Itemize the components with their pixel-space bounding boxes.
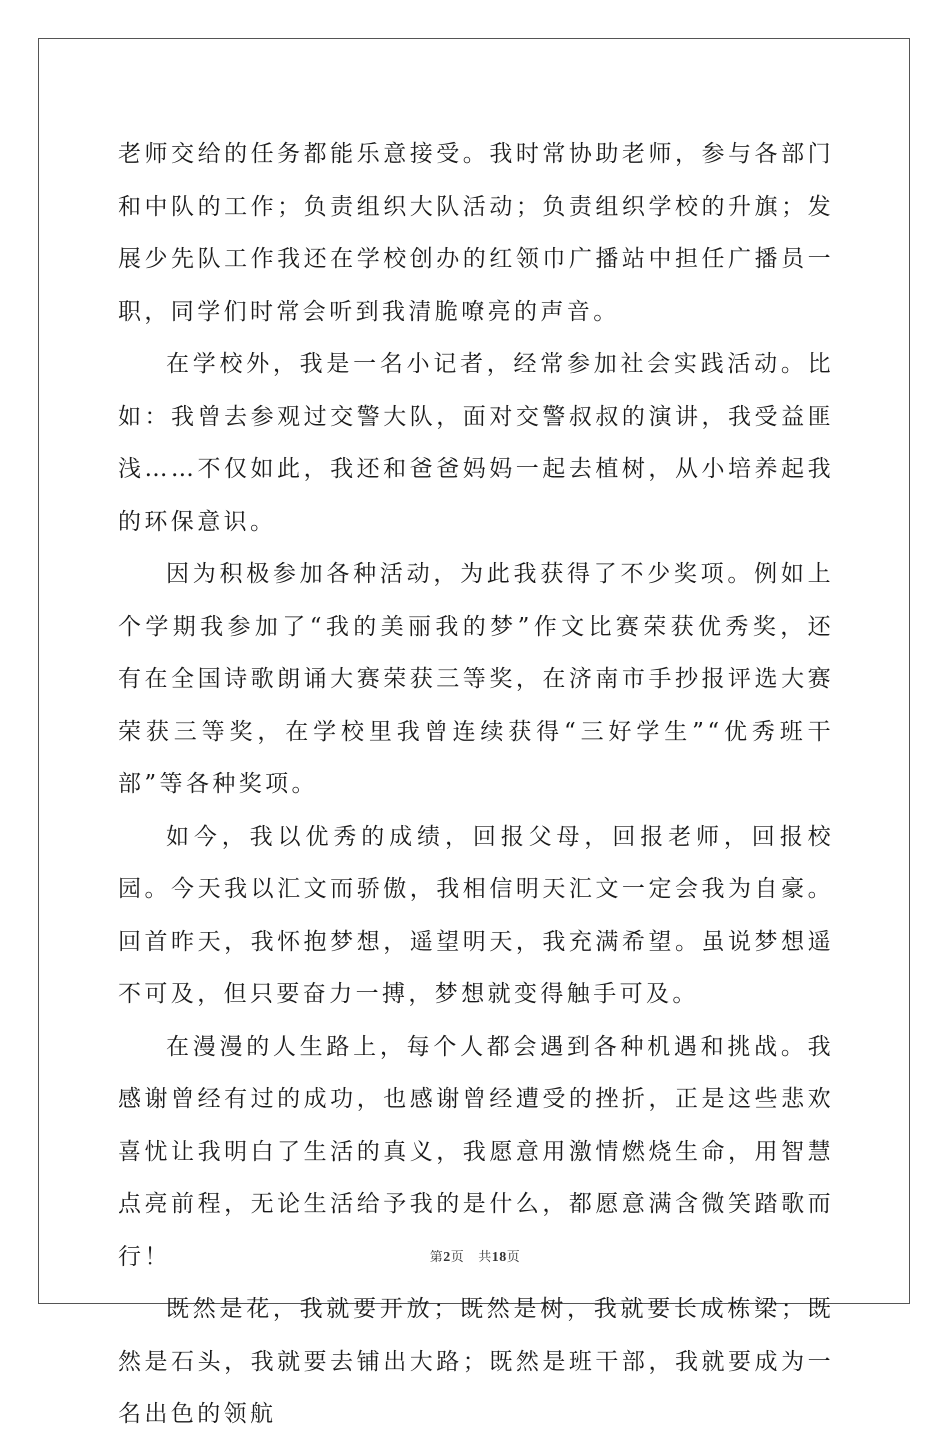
paragraph-1: 老师交给的任务都能乐意接受。我时常协助老师，参与各部门和中队的工作；负责组织大队活动；负责组织学校的升旗；发展少先队工作我还在学校创办的红领巾广播站中担任广播员一职，同学们时常会听到我清脆嘹亮的声音。 (118, 141, 834, 325)
page-number: 2 (443, 1250, 451, 1265)
paragraph-4: 如今，我以优秀的成绩，回报父母，回报老师，回报校园。今天我以汇文而骄傲，我相信明天汇文一定会我为自豪。回首昨天，我怀抱梦想，遥望明天，我充满希望。虽说梦想遥不可及，但只要奋力一搏，梦想就变得触手可及。 (118, 823, 834, 1007)
page-footer (0, 1246, 950, 1266)
page-prefix: 第 (429, 1250, 444, 1265)
total-suffix: 页 (506, 1250, 521, 1265)
paragraph-2: 在学校外，我是一名小记者，经常参加社会实践活动。比如：我曾去参观过交警大队，面对交警叔叔的演讲，我受益匪浅……不仅如此，我还和爸爸妈妈一起去植树，从小培养起我的环保意识。 (118, 351, 834, 535)
paragraph-6: 既然是花，我就要开放；既然是树，我就要长成栋梁；既然是石头，我就要去铺出大路；既然是班干部，我就要成为一名出色的领航 (118, 1296, 834, 1427)
document-body (118, 128, 834, 1441)
paragraph-3: 因为积极参加各种活动，为此我获得了不少奖项。例如上个学期我参加了“我的美丽我的梦”作文比赛荣获优秀奖，还有在全国诗歌朗诵大赛荣获三等奖，在济南市手抄报评选大赛荣获三等奖，在学校里我曾连续获得“三好学生”“优秀班干部”等各种奖项。 (118, 561, 834, 797)
paragraph-5: 在漫漫的人生路上，每个人都会遇到各种机遇和挑战。我感谢曾经有过的成功，也感谢曾经遭受的挫折，正是这些悲欢喜忧让我明白了生活的真义，我愿意用激情燃烧生命，用智慧点亮前程，无论生活给予我的是什么，都愿意满含微笑踏歌而行！ (118, 1033, 834, 1270)
total-pages: 18 (491, 1250, 507, 1265)
total-prefix: 共 (478, 1250, 492, 1265)
page-suffix: 页 (450, 1250, 465, 1265)
